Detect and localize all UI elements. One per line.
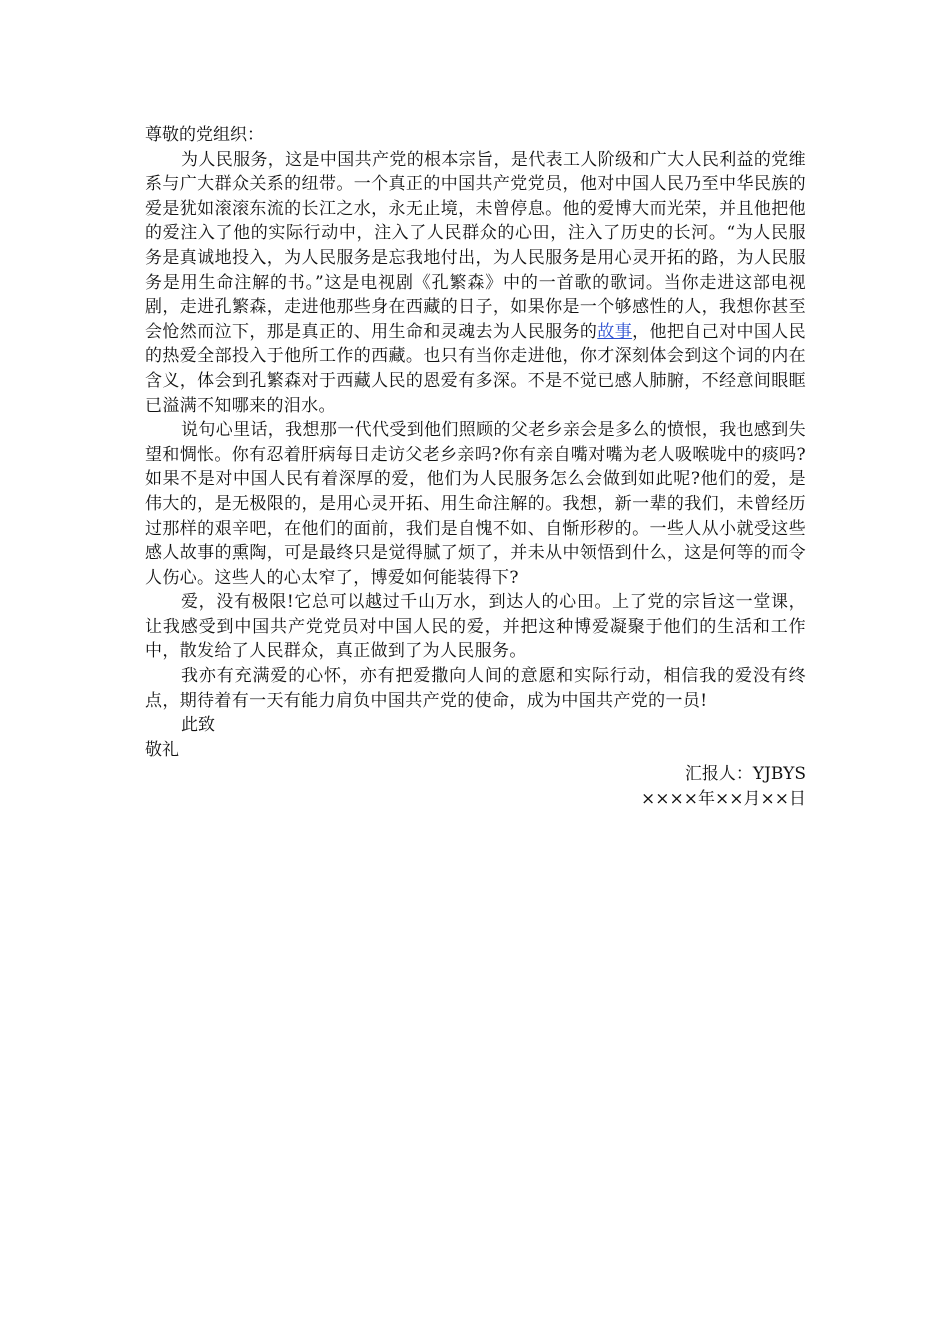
paragraph-3: 爱，没有极限!它总可以越过千山万水，到达人的心田。上了党的宗旨这一堂课，让我感受到中国共产党党员对中国人民的爱，并把这种博爱凝聚于他们的生活和工作中，散发给了人民群众，真正做到了为人民服务。 xyxy=(145,592,806,662)
reporter-signature: 汇报人：YJBYS xyxy=(684,764,806,785)
report-letter xyxy=(145,123,806,812)
report-date: ××××年××月××日 xyxy=(641,789,806,810)
paragraph-1 xyxy=(145,148,806,419)
story-link[interactable]: 故事 xyxy=(597,321,633,342)
salutation: 尊敬的党组织： xyxy=(145,125,264,145)
paragraph-2: 说句心里话，我想那一代代受到他们照顾的父老乡亲会是多么的愤恨，我也感到失望和惆怅。你有忍着肝病每日走访父老乡亲吗?你有亲自嘴对嘴为老人吸喉咙中的痰吗?如果不是对中国人民有着深厚的爱，他们为人民服务怎么会做到如此呢?他们的爱，是伟大的，是无极限的，是用心灵开拓、用生命注解的。我想，新一辈的我们，未曾经历过那样的艰辛吧，在他们的面前，我们是自愧不如、自惭形秽的。一些人从小就受这些感人故事的熏陶，可是最终只是觉得腻了烦了，并未从中领悟到什么，这是何等的而令人伤心。这些人的心太窄了，博爱如何能装得下? xyxy=(145,420,806,588)
paragraph-1-text-a: 为人民服务，这是中国共产党的根本宗旨，是代表工人阶级和广大人民利益的党维系与广大群众关系的纽带。一个真正的中国共产党党员，他对中国人民乃至中华民族的爱是犹如滚滚东流的长江之水，永无止境，未曾停息。他的爱博大而光荣，并且他把他的爱注入了他的实际行动中，注入了人民群众的心田，注入了历史的长河。“为人民服务是真诚地投入，为人民服务是忘我地付出，为人民服务是用心灵开拓的路，为人民服务是用生命注解的书。”这是电视剧《孔繁森》中的一首歌的歌词。当你走进这部电视剧，走进孔繁森，走进他那些身在西藏的日子，如果你是一个够感性的人，我想你甚至会怆然而泣下，那是真正的、用生命和灵魂去为人民服务的 xyxy=(145,149,806,342)
closing-regards: 敬礼 xyxy=(145,739,179,760)
closing-salute: 此致 xyxy=(181,715,215,736)
paragraph-1-text-b: ，他把自己对中国人民的热爱全部投入于他所工作的西藏。也只有当你走进他，你才深刻体会到这个词的内在含义，体会到孔繁森对于西藏人民的恩爱有多深。不是不觉已感人肺腑，不经意间眼眶已溢满不知哪来的泪水。 xyxy=(145,321,807,416)
paragraph-4: 我亦有充满爱的心怀，亦有把爱撒向人间的意愿和实际行动，相信我的爱没有终点，期待着有一天有能力肩负中国共产党的使命，成为中国共产党的一员! xyxy=(145,666,806,711)
